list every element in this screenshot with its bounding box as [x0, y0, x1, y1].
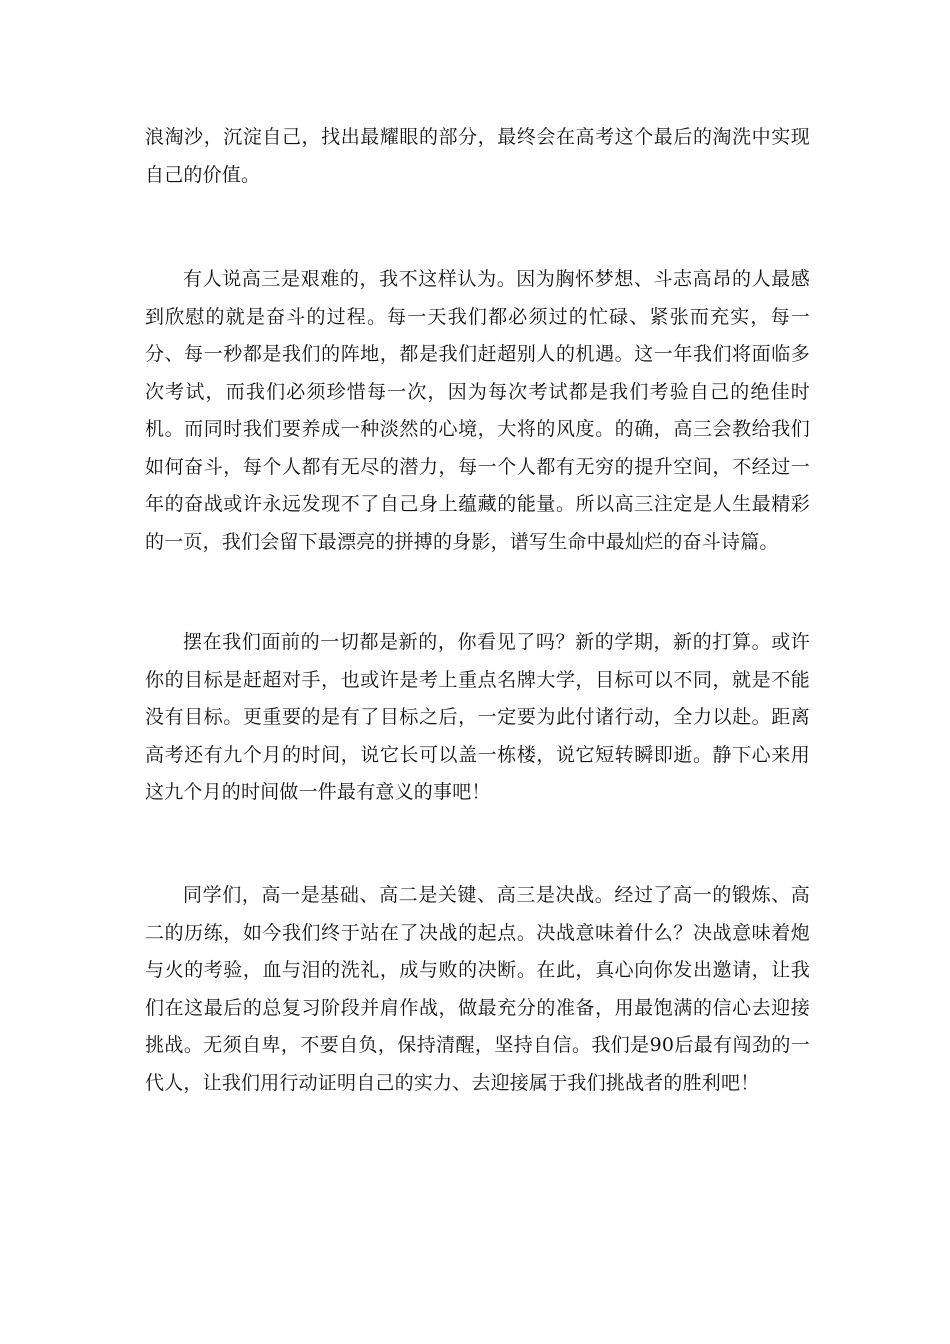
paragraph-senior-year-struggle: 有人说高三是艰难的，我不这样认为。因为胸怀梦想、斗志高昂的人最感到欣慰的就是奋斗的过程。每一天我们都必须过的忙碌、紧张而充实，每一分、每一秒都是我们的阵地，都是我们赶超别人的机遇。这一年我们将面临多次考试，而我们必须珍惜每一次，因为每次考试都是我们考验自己的绝佳时机。而同时我们要养成一种淡然的心境，大将的风度。的确，高三会教给我们如何奋斗，每个人都有无尽的潜力，每一个人都有无穷的提升空间，不经过一年的奋战或许永远发现不了自己身上蕴藏的能量。所以高三注定是人生最精彩的一页，我们会留下最漂亮的拼搏的身影，谱写生命中最灿烂的奋斗诗篇。 — [145, 268, 810, 553]
paragraph-continuation: 浪淘沙，沉淀自己，找出最耀眼的部分，最终会在高考这个最后的淘洗中实现自己的价值。 — [145, 126, 810, 186]
paragraph-final-battle: 同学们，高一是基础、高二是关键、高三是决战。经过了高一的锻炼、高二的历练，如今我们终于站在了决战的起点。决战意味着什么？决战意味着炮与火的考验，血与泪的洗礼，成与败的决断。在此，真心向你发出邀请，让我们在这最后的总复习阶段并肩作战，做最充分的准备，用最饱满的信心去迎接挑战。无须自卑，不要自负，保持清醒，坚持自信。我们是90后最有闯劲的一代人，让我们用行动证明自己的实力、去迎接属于我们挑战者的胜利吧！ — [145, 884, 810, 1094]
paragraph-new-goals: 摆在我们面前的一切都是新的，你看见了吗？新的学期，新的打算。或许你的目标是赶超对手，也或许是考上重点名牌大学，目标可以不同，就是不能没有目标。更重要的是有了目标之后，一定要为此付诸行动，全力以赴。距离高考还有九个月的时间，说它长可以盖一栋楼，说它短转瞬即逝。静下心来用这九个月的时间做一件最有意义的事吧！ — [145, 631, 810, 803]
